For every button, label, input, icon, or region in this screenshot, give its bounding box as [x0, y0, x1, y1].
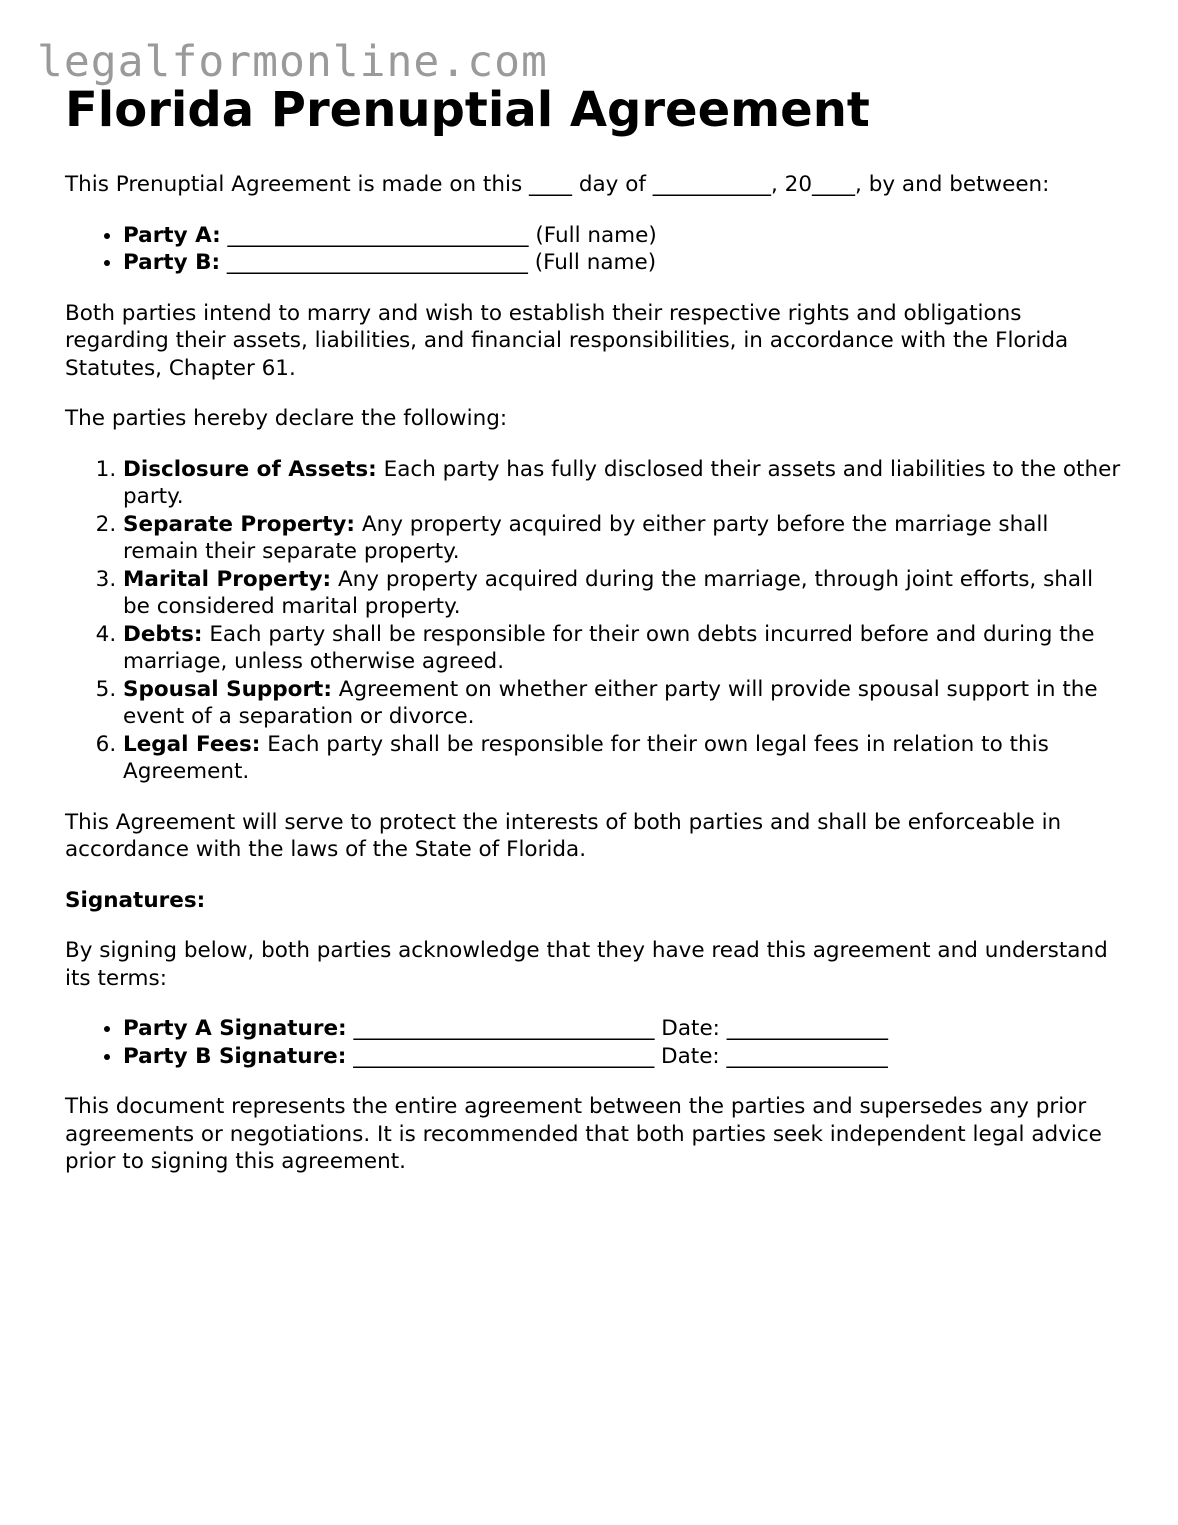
term-label: Legal Fees: — [123, 731, 261, 757]
signatures-list — [65, 1015, 1125, 1070]
term-label: Disclosure of Assets: — [123, 456, 377, 482]
list-item — [123, 1043, 1125, 1071]
signatures-heading: Signatures: — [65, 887, 206, 913]
list-item — [123, 249, 1125, 277]
party-label: Party B: — [123, 250, 221, 275]
signature-label: Party A Signature: — [123, 1016, 347, 1041]
term-text: Any property acquired during the marriage, through joint efforts, shall be considered marital property. — [123, 566, 1094, 619]
document-page — [65, 82, 1125, 1176]
signature-line: ____________________________ Date: _______________ — [346, 1016, 889, 1041]
list-item — [123, 456, 1125, 511]
list-item — [123, 511, 1125, 566]
term-text: Agreement on whether either party will provide spousal support in the event of a separation or divorce. — [123, 676, 1098, 729]
term-text: Any property acquired by either party before the marriage shall remain their separate property. — [123, 511, 1049, 564]
document-title: Florida Prenuptial Agreement — [65, 82, 870, 138]
term-text: Each party has fully disclosed their assets and liabilities to the other party. — [123, 456, 1121, 509]
list-item — [123, 676, 1125, 731]
term-text: Each party shall be responsible for their own debts incurred before and during the marriage, unless otherwise agreed. — [123, 621, 1095, 674]
term-label: Spousal Support: — [123, 676, 332, 702]
term-label: Debts: — [123, 621, 203, 647]
list-item — [123, 566, 1125, 621]
watermark-logo: legalformonline.com — [37, 37, 548, 87]
list-item — [123, 621, 1125, 676]
signature-label: Party B Signature: — [123, 1043, 347, 1069]
declaration-paragraph: The parties hereby declare the following: — [65, 406, 508, 431]
signature-line: ____________________________ Date: _______________ — [346, 1043, 888, 1069]
enforcement-paragraph: This Agreement will serve to protect the interests of both parties and shall be enforceable in accordance with the laws of the State of Florida. — [65, 809, 1062, 862]
terms-list — [65, 456, 1125, 786]
term-label: Separate Property: — [123, 511, 356, 537]
party-label: Party A: — [123, 222, 221, 248]
list-item — [123, 1015, 1125, 1043]
acknowledgement-paragraph: By signing below, both parties acknowledge that they have read this agreement and understand its terms: — [65, 938, 1108, 991]
parties-list — [65, 222, 1125, 277]
party-blank: ____________________________ (Full name) — [220, 250, 657, 275]
intro-paragraph: This Prenuptial Agreement is made on this ____ day of ___________, 20____, by and between: — [65, 172, 1050, 197]
list-item — [123, 731, 1125, 786]
purpose-paragraph: Both parties intend to marry and wish to establish their respective rights and obligations regarding their assets, liabilities, and financial responsibilities, in accordance with the Florida Statutes, Chapter 61. — [65, 300, 1069, 381]
term-text: Each party shall be responsible for their own legal fees in relation to this Agreement. — [123, 731, 1049, 784]
party-blank: ____________________________ (Full name) — [220, 222, 657, 248]
closing-paragraph: This document represents the entire agreement between the parties and supersedes any prior agreements or negotiations. It is recommended that both parties seek independent legal advice prior to signing this agreement. — [65, 1094, 1102, 1174]
term-label: Marital Property: — [123, 566, 332, 592]
list-item — [123, 222, 1125, 250]
